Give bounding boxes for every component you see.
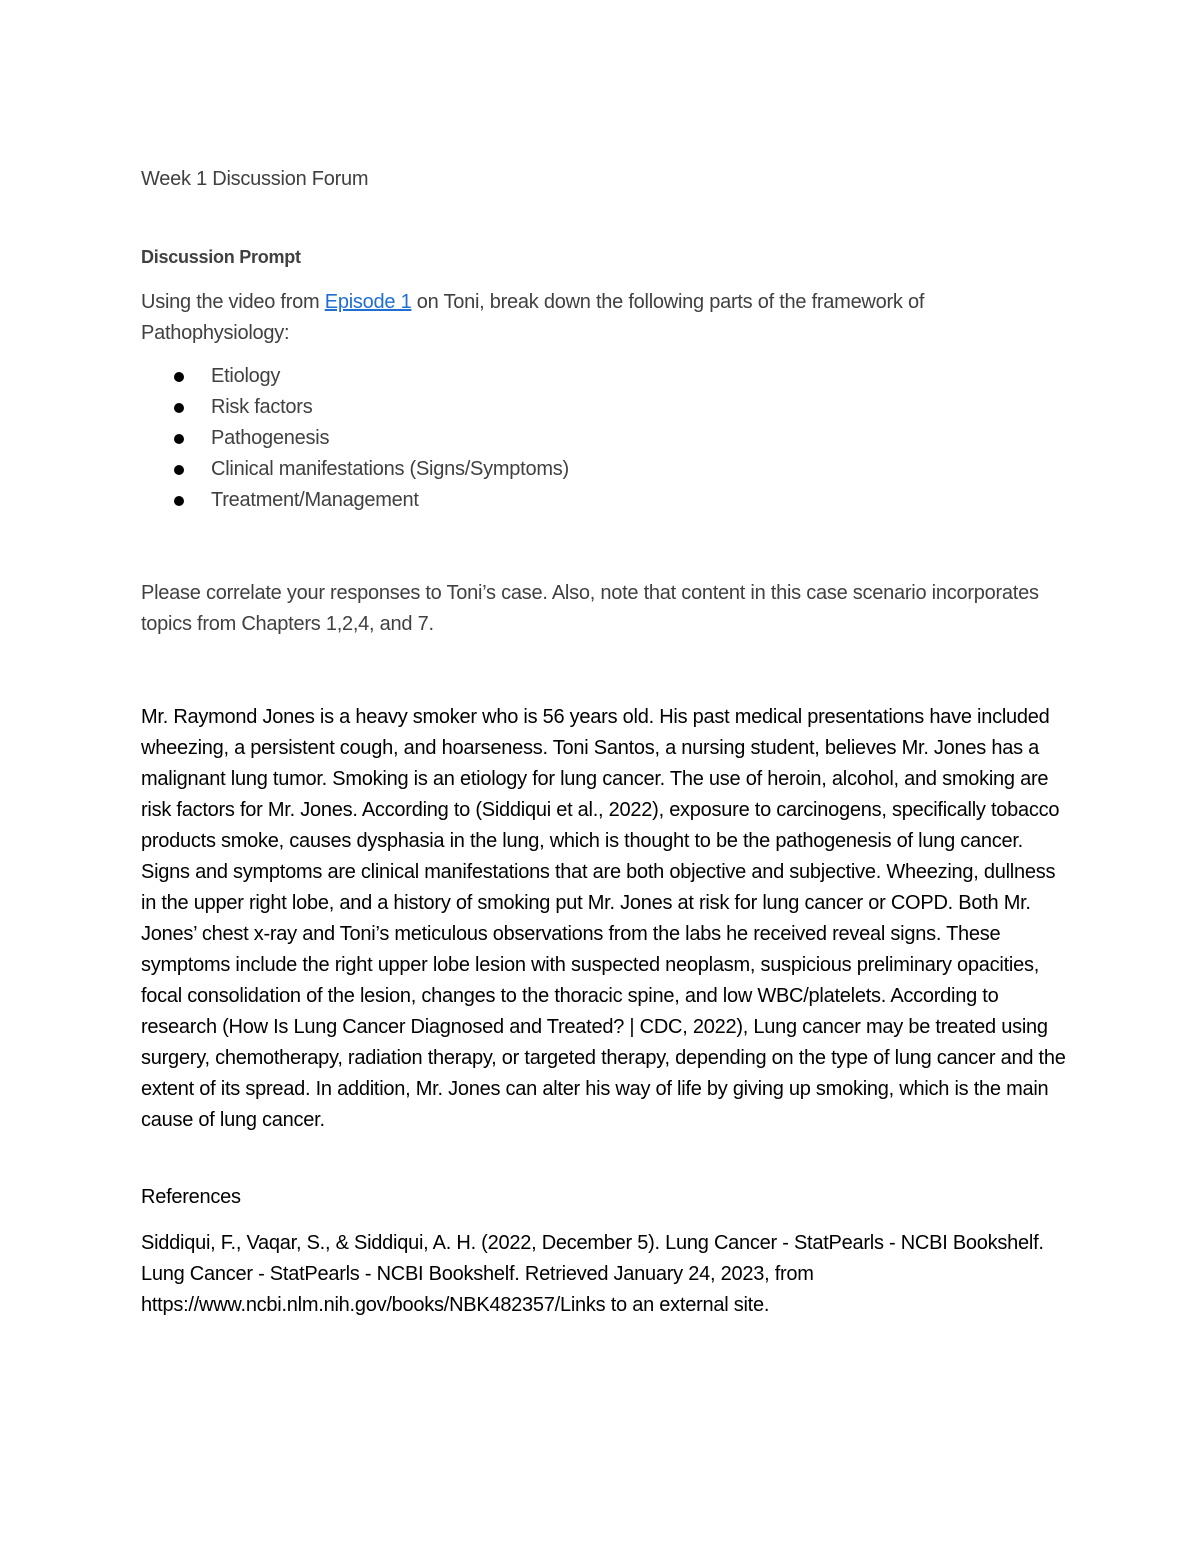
episode-1-link[interactable]: Episode 1 xyxy=(324,291,412,313)
bullet-dot-icon xyxy=(174,403,184,413)
bullet-dot-icon xyxy=(174,496,184,506)
reference-entry: Siddiqui, F., Vaqar, S., & Siddiqui, A. H. (2022, December 5). Lung Cancer - StatPearls - NCBI Bookshelf. Lung Cancer - StatPearls - NCBI Bookshelf. Retrieved January 24, 2023, from https://www.ncbi.nlm.nih.gov/books/NBK482357/Links to an external site. xyxy=(141,1232,1044,1316)
document-title: Week 1 Discussion Forum xyxy=(141,168,369,190)
bullet-item-risk-factors xyxy=(141,392,1071,423)
bullet-item-treatment-management xyxy=(141,485,1071,516)
prompt-text-after-link: on Toni, break down the following parts of the framework of Pathophysiology: xyxy=(141,291,925,344)
essay-paragraph: Mr. Raymond Jones is a heavy smoker who is 56 years old. His past medical presentations have included wheezing, a persistent cough, and hoarseness. Toni Santos, a nursing student, believes Mr. Jones has a malignant lung tumor. Smoking is an etiology for lung cancer. The use of heroin, alcohol, and smoking are risk factors for Mr. Jones. According to (Siddiqui et al., 2022), exposure to carcinogens, specifically tobacco products smoke, causes dysphasia in the lung, which is thought to be the pathogenesis of lung cancer. Signs and symptoms are clinical manifestations that are both objective and subjective. Wheezing, dullness in the upper right lobe, and a history of smoking put Mr. Jones at risk for lung cancer or COPD. Both Mr. Jones’ chest x-ray and Toni’s meticulous observations from the labs he received reveal signs. These symptoms include the right upper lobe lesion with suspected neoplasm, suspicious preliminary opacities, focal consolidation of the lesion, changes to the thoracic spine, and low WBC/platelets. According to research (How Is Lung Cancer Diagnosed and Treated? | CDC, 2022), Lung cancer may be treated using surgery, chemotherapy, radiation therapy, or targeted therapy, depending on the type of lung cancer and the extent of its spread. In addition, Mr. Jones can alter his way of life by giving up smoking, which is the main cause of lung cancer. xyxy=(141,706,1066,1131)
bullet-item-label: Risk factors xyxy=(211,396,313,418)
bullet-item-etiology xyxy=(141,361,1071,392)
bullet-dot-icon xyxy=(174,465,184,475)
framework-bullet-list xyxy=(141,361,1071,516)
bullet-item-label: Clinical manifestations (Signs/Symptoms) xyxy=(211,458,569,480)
discussion-prompt-heading: Discussion Prompt xyxy=(141,247,301,267)
document-content xyxy=(141,164,1071,1321)
bullet-item-pathogenesis xyxy=(141,423,1071,454)
bullet-dot-icon xyxy=(174,434,184,444)
prompt-text-before-link: Using the video from xyxy=(141,291,325,313)
references-heading: References xyxy=(141,1186,241,1208)
correlate-instructions: Please correlate your responses to Toni’s case. Also, note that content in this case scenario incorporates topics from Chapters 1,2,4, and 7. xyxy=(141,582,1039,635)
bullet-item-label: Etiology xyxy=(211,365,281,387)
bullet-dot-icon xyxy=(174,372,184,382)
bullet-item-label: Treatment/Management xyxy=(211,489,419,511)
discussion-prompt-text xyxy=(141,287,1071,349)
bullet-item-label: Pathogenesis xyxy=(211,427,330,449)
bullet-item-clinical-manifestations xyxy=(141,454,1071,485)
